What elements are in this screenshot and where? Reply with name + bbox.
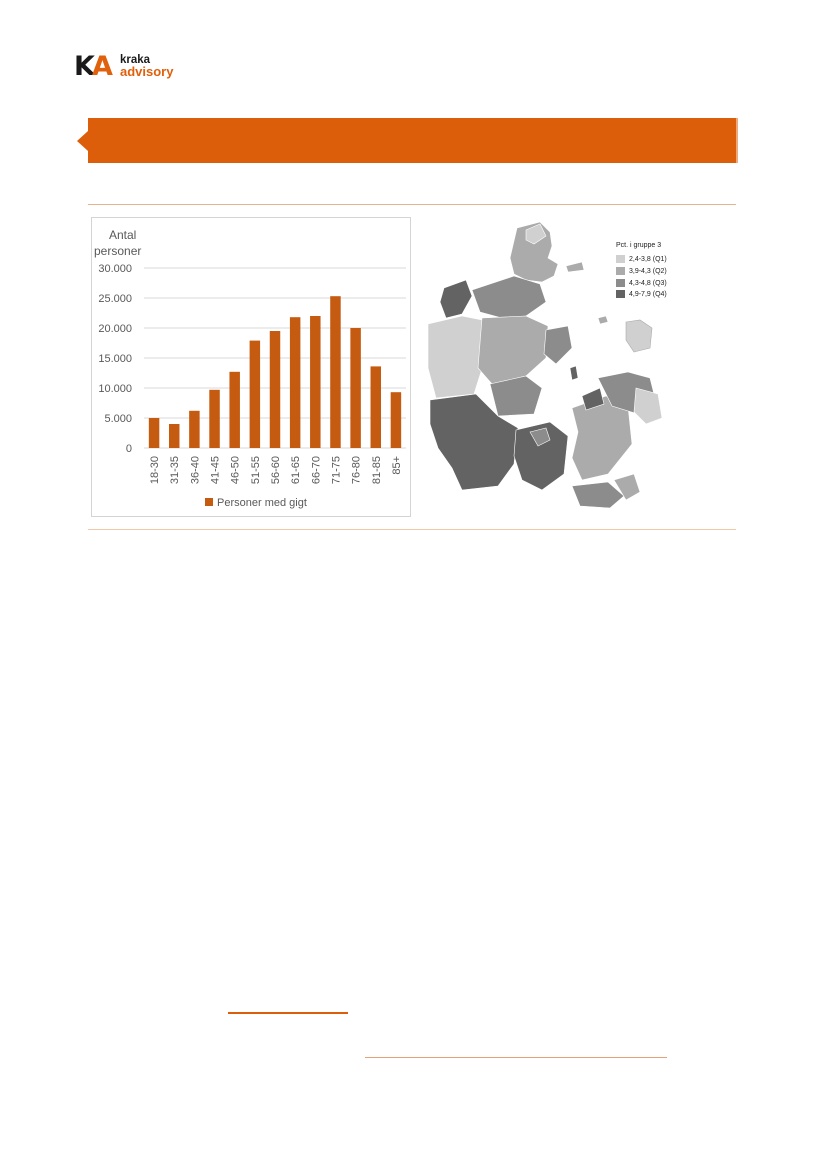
legend-label-q3: 4,3-4,8 (Q3) [629, 280, 667, 287]
map-region-himmerland [472, 276, 546, 318]
bar [270, 331, 280, 448]
map-legend-title: Pct. i gruppe 3 [616, 242, 662, 249]
banner-edge-line [736, 118, 738, 163]
x-tick-label: 51-55 [249, 456, 262, 485]
x-tick-label: 36-40 [189, 456, 202, 485]
map-region-east-jutland [490, 376, 542, 416]
footnote-rule [365, 1057, 667, 1058]
bar [209, 390, 219, 448]
x-tick-label: 81-85 [370, 456, 383, 485]
legend-swatch-q4 [616, 290, 625, 298]
map-region-anholt [598, 316, 608, 324]
bar [169, 424, 179, 448]
logo-mark-k: K [74, 51, 92, 82]
map-region-samsoe [570, 366, 578, 380]
kraka-advisory-logo [74, 52, 184, 82]
bar [391, 392, 401, 448]
logo-word-advisory: advisory [120, 64, 174, 79]
x-tick-label: 56-60 [270, 456, 282, 485]
x-tick-label: 41-45 [209, 456, 222, 485]
x-tick-label: 61-65 [290, 456, 303, 485]
banner-notch [77, 131, 88, 151]
x-tick-label: 18-30 [149, 456, 162, 485]
y-tick-label: 10.000 [98, 383, 132, 395]
logo-mark-a: A [91, 51, 110, 82]
map-region-lolland [572, 482, 624, 508]
map-legend-q4 [616, 290, 667, 300]
legend-label-q4: 4,9-7,9 (Q4) [629, 291, 667, 298]
y-tick-label: 30.000 [98, 263, 132, 275]
bar [229, 372, 239, 448]
age-distribution-chart [91, 217, 411, 517]
y-tick-label: 20.000 [98, 323, 132, 335]
logo-word-kraka: kraka [120, 54, 151, 66]
x-tick-label: 76-80 [350, 456, 363, 485]
legend-swatch-q3 [616, 279, 625, 287]
map-region-west-jutland [428, 316, 486, 398]
legend-label-q2: 3,9-4,3 (Q2) [629, 268, 667, 275]
x-tick-label: 71-75 [330, 456, 343, 485]
footnote-separator [228, 1012, 348, 1014]
map-legend-q2 [616, 267, 667, 277]
bar [371, 366, 381, 448]
bar [250, 341, 260, 448]
bar [189, 411, 199, 448]
bar [350, 328, 360, 448]
figure-top-rule [88, 204, 736, 205]
y-tick-label: 0 [125, 443, 132, 455]
map-region-laeso [566, 262, 584, 272]
map-legend-q3 [616, 279, 667, 289]
map-region-bornholm [626, 320, 652, 352]
section-banner [88, 118, 736, 163]
y-tick-label: 5.000 [104, 413, 132, 425]
legend-swatch-q1 [616, 255, 625, 263]
logo-mark [74, 52, 110, 82]
bar [330, 296, 340, 448]
map-region-djursland [544, 326, 572, 364]
legend-swatch-q2 [616, 267, 625, 275]
bar [149, 418, 159, 448]
map-legend-q1 [616, 255, 667, 265]
legend-swatch [205, 498, 213, 506]
y-axis-title-line2: personer [94, 244, 142, 258]
x-tick-label: 31-35 [169, 456, 182, 485]
x-tick-label: 46-50 [229, 456, 242, 485]
x-tick-label: 66-70 [310, 456, 323, 485]
bar [310, 316, 320, 448]
map-region-copenhagen [634, 388, 662, 424]
y-tick-label: 25.000 [98, 293, 132, 305]
x-tick-label: 85+ [390, 456, 403, 475]
map-region-central-jutland [478, 316, 548, 384]
map-region-thy [440, 280, 472, 318]
legend-label: Personer med gigt [217, 497, 307, 509]
figure-bottom-rule [88, 529, 736, 530]
chart-canvas [92, 218, 410, 516]
bar [290, 317, 300, 448]
y-tick-label: 15.000 [98, 353, 132, 365]
legend-label-q1: 2,4-3,8 (Q1) [629, 256, 667, 263]
y-axis-title-line1: Antal [109, 228, 137, 242]
